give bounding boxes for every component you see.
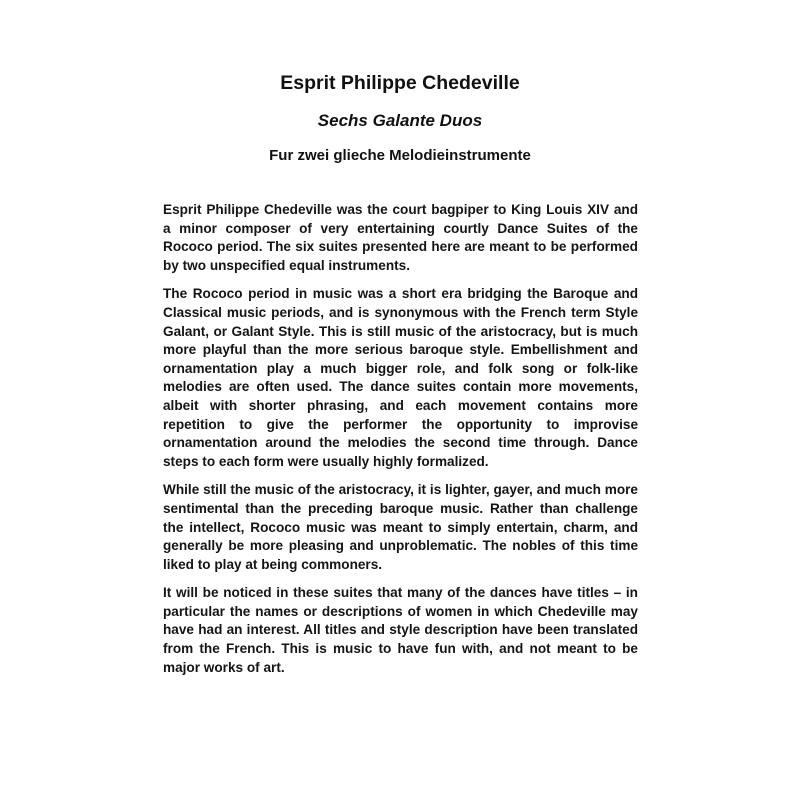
paragraph-intro: Esprit Philippe Chedeville was the court bagpiper to King Louis XIV and a minor composer of very entertaining courtly Dance Suites of the Rococo period. The six suites presented here are meant to be performed by two unspecified equal instruments.: [163, 202, 638, 273]
document-subtitle: Sechs Galante Duos: [317, 111, 483, 130]
document-instrumentation: Fur zwei glieche Melodieinstrumente: [269, 147, 531, 164]
document-body: [163, 201, 638, 687]
paragraph-rococo-period: The Rococo period in music was a short era bridging the Baroque and Classical music periods, and is synonymous with the French term Style Galant, or Galant Style. This is still music of the aristocracy, but is much more playful than the more serious baroque style. Embellishment and ornamentation play a much bigger role, and folk song or folk-like melodies are often used. The dance suites contain more movements, albeit with shorter phrasing, and each movement contains more repetition to give the performer the opportunity to improvise ornamentation around the melodies the second time through. Dance steps to each form were usually highly formalized.: [163, 286, 638, 469]
document-title: Esprit Philippe Chedeville: [280, 72, 520, 94]
paragraph-dance-titles: It will be noticed in these suites that many of the dances have titles – in particular the names or descriptions of women in which Chedeville may have had an interest. All titles and style description have been translated from the French. This is music to have fun with, and not meant to be major works of art.: [163, 585, 638, 675]
paragraph-aristocracy: While still the music of the aristocracy, it is lighter, gayer, and much more sentimental than the preceding baroque music. Rather than challenge the intellect, Rococo music was meant to simply entertain, charm, and generally be more pleasing and unproblematic. The nobles of this time liked to play at being commoners.: [163, 482, 638, 572]
